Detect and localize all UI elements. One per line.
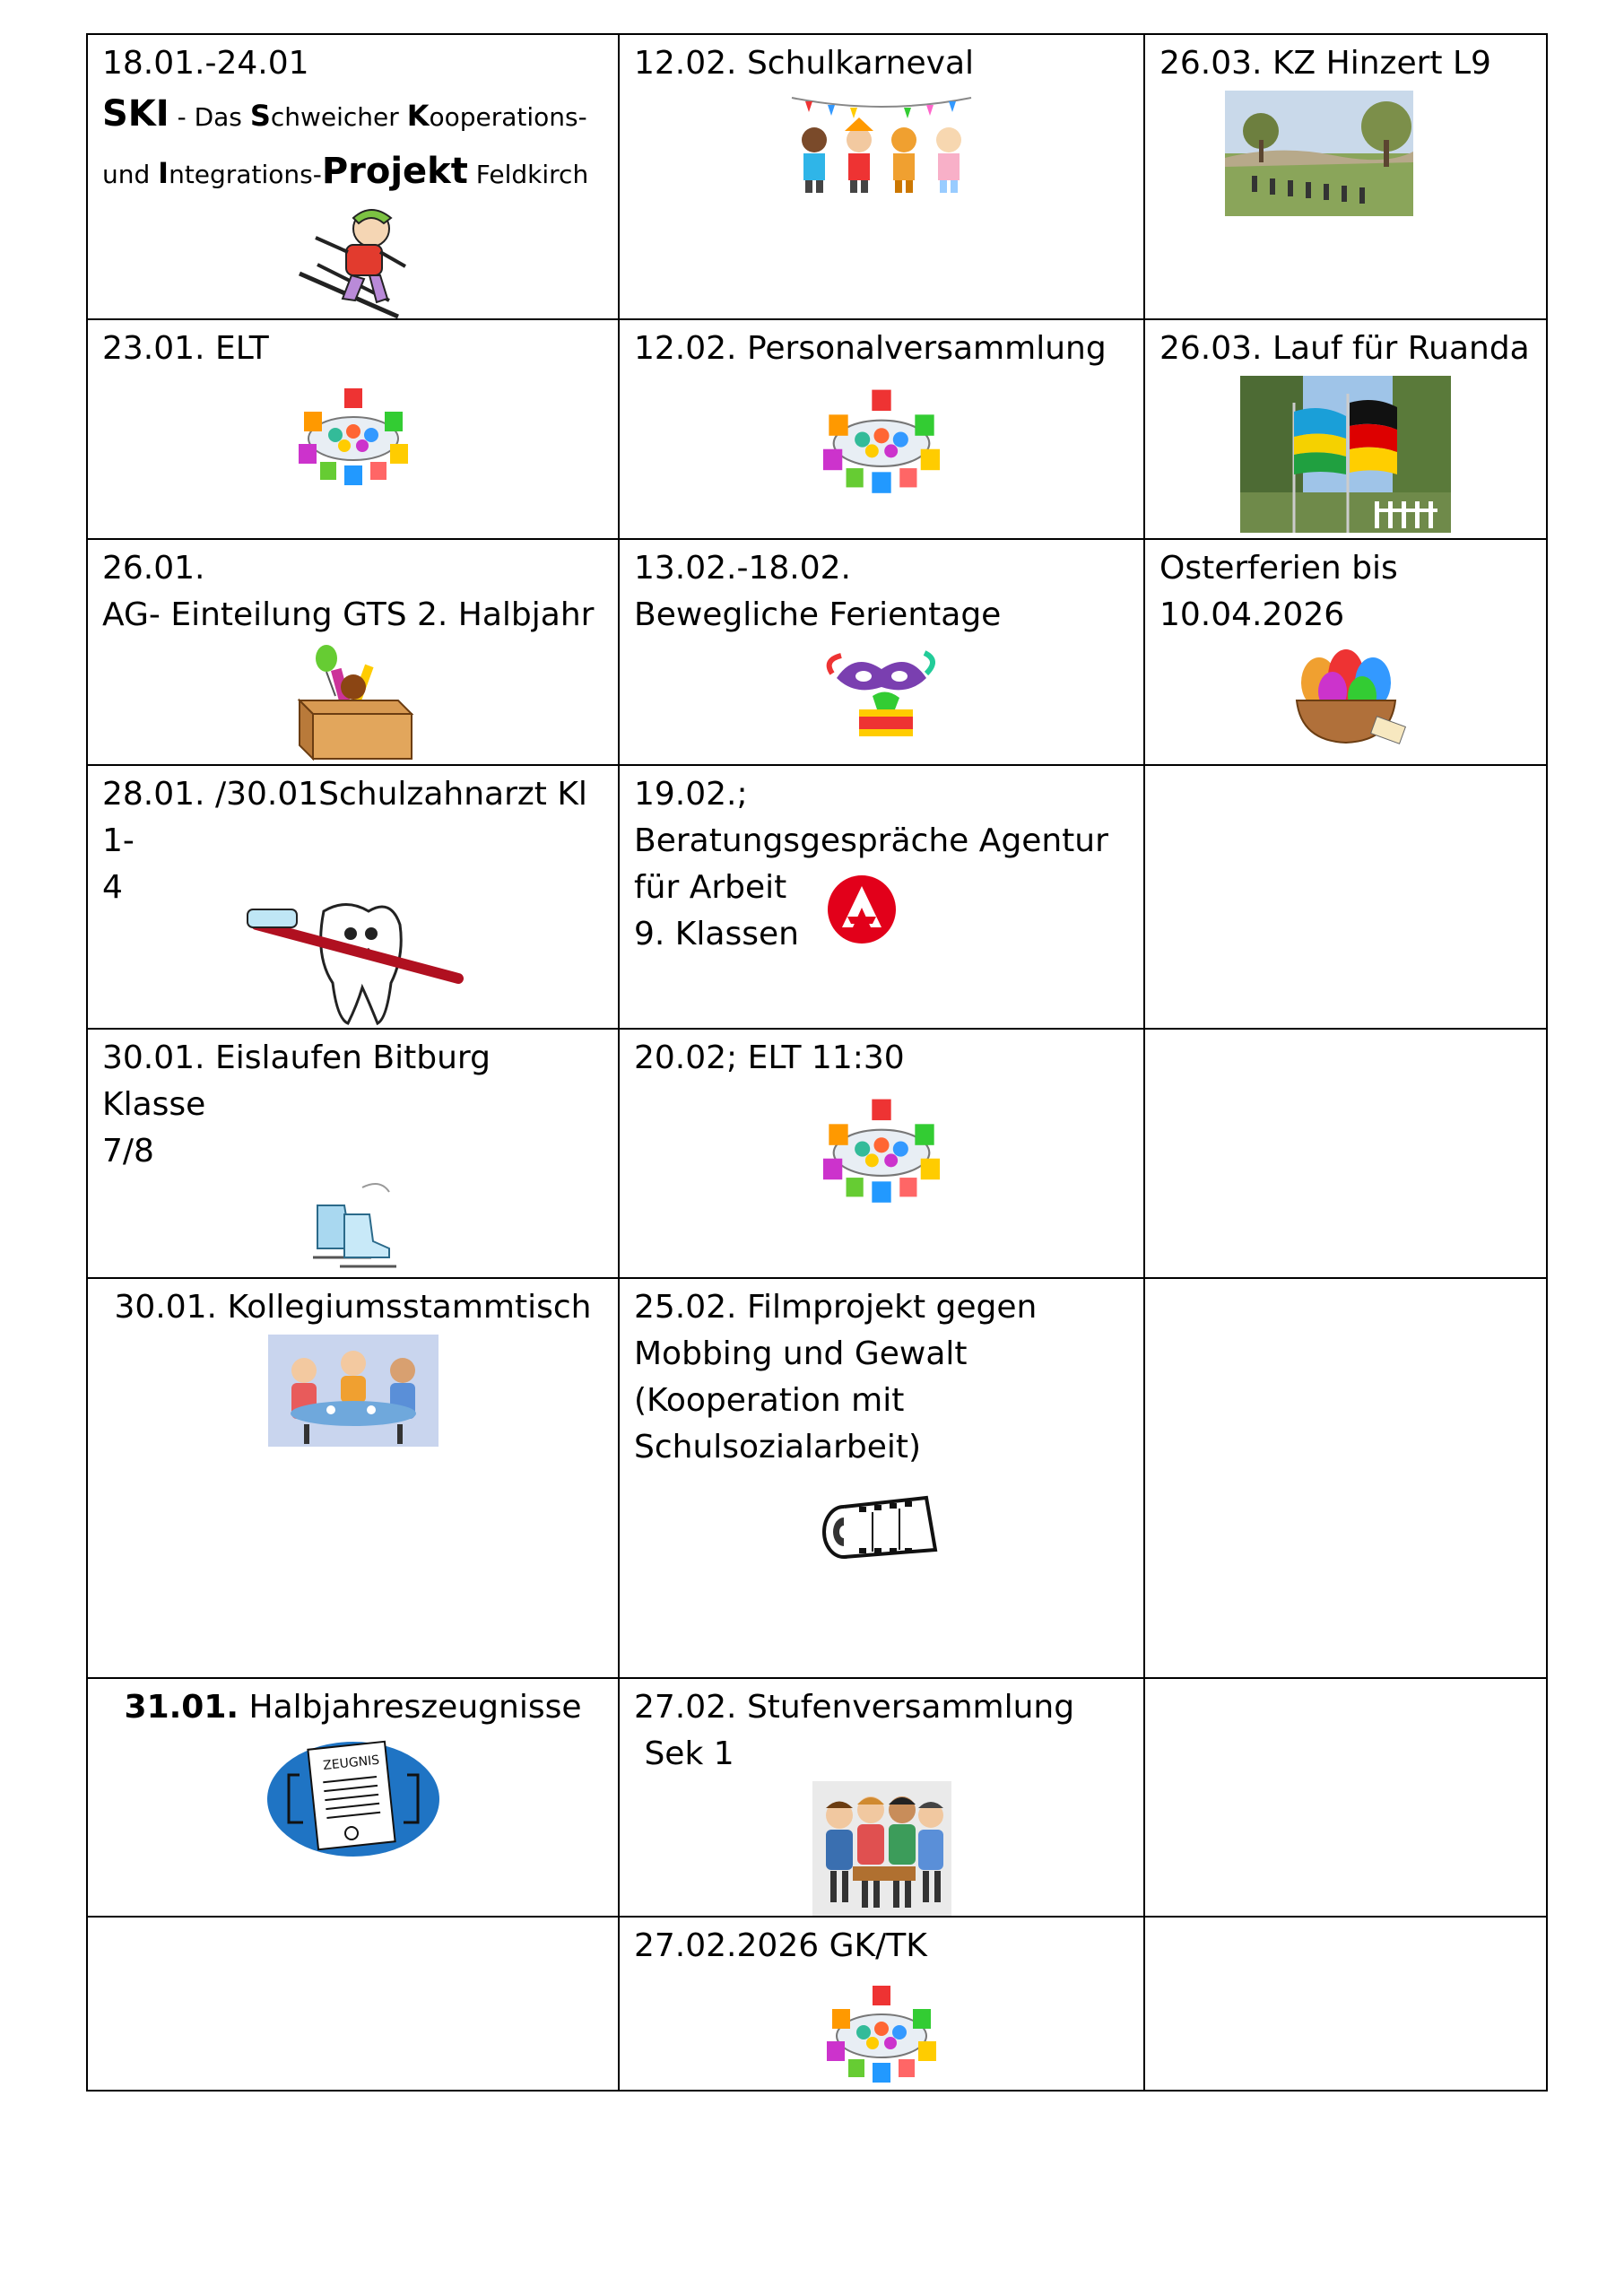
event-title: 26.03. KZ Hinzert L9 bbox=[1159, 45, 1491, 82]
event-title: 25.02. Filmprojekt gegen bbox=[634, 1289, 1038, 1326]
students-group-icon bbox=[812, 1781, 951, 1916]
event-title: 27.02.2026 GK/TK bbox=[634, 1927, 927, 1964]
event-audience: 9. Klassen bbox=[634, 916, 799, 952]
easter-eggs-icon bbox=[1283, 642, 1409, 754]
calendar-table bbox=[86, 33, 1548, 2092]
event-date: 26.01. bbox=[102, 550, 205, 587]
event-title-cont: 4 bbox=[102, 869, 123, 906]
event-audience: 7/8 bbox=[102, 1133, 154, 1170]
cell-kz-hinzert bbox=[1144, 34, 1547, 319]
table-row bbox=[87, 319, 1547, 539]
ski-subtitle: und Integrations-Projekt Feldkirch bbox=[102, 151, 589, 192]
cell-elt-1130 bbox=[619, 1029, 1144, 1278]
flags-photo bbox=[1240, 376, 1451, 533]
meeting-table-icon bbox=[810, 1085, 953, 1211]
cell-osterferien bbox=[1144, 539, 1547, 765]
event-date: 13.02.-18.02. bbox=[634, 550, 851, 587]
memorial-photo bbox=[1225, 91, 1413, 216]
event-title-cont: Mobbing und Gewalt bbox=[634, 1335, 968, 1372]
cell-kollegiumsstammtisch bbox=[87, 1278, 619, 1678]
event-title: 31.01. Halbjahreszeugnisse bbox=[124, 1689, 582, 1726]
table-row bbox=[87, 539, 1547, 765]
event-title: AG- Einteilung GTS 2. Halbjahr bbox=[102, 596, 595, 633]
cell-elt bbox=[87, 319, 619, 539]
event-title: 26.03. Lauf für Ruanda bbox=[1159, 330, 1530, 367]
table-row bbox=[87, 1029, 1547, 1278]
event-audience: Sek 1 bbox=[634, 1735, 734, 1772]
cell-empty bbox=[1144, 1917, 1547, 2091]
table-row bbox=[87, 765, 1547, 1029]
carnival-kids-icon bbox=[787, 91, 976, 198]
cell-schulkarneval bbox=[619, 34, 1144, 319]
meeting-table-icon bbox=[814, 1973, 949, 2090]
meeting-table-icon bbox=[286, 376, 421, 492]
cell-empty bbox=[1144, 1029, 1547, 1278]
table-row bbox=[87, 1278, 1547, 1678]
carnival-mask-icon bbox=[819, 642, 944, 745]
event-title: 20.02; ELT 11:30 bbox=[634, 1039, 905, 1076]
event-title: Beratungsgespräche Agentur bbox=[634, 822, 1108, 859]
event-title: 12.02. Personalversammlung bbox=[634, 330, 1107, 367]
event-title: 30.01. Eislaufen Bitburg Klasse bbox=[102, 1039, 491, 1123]
event-date: 18.01.-24.01 bbox=[102, 45, 309, 82]
ski-title: SKI - Das Schweicher Kooperations- bbox=[102, 93, 587, 135]
cell-ski bbox=[87, 34, 619, 319]
cell-beratung-agentur bbox=[619, 765, 1144, 1029]
event-title: 28.01. /30.01Schulzahnarzt Kl 1- bbox=[102, 776, 587, 859]
cell-ferientage bbox=[619, 539, 1144, 765]
table-row bbox=[87, 1678, 1547, 1917]
skier-icon bbox=[291, 202, 416, 318]
event-note-cont: Schulsozialarbeit) bbox=[634, 1429, 922, 1465]
event-date: 31.01. bbox=[124, 1689, 239, 1726]
cell-schulzahnarzt bbox=[87, 765, 619, 1029]
event-title: 27.02. Stufenversammlung bbox=[634, 1689, 1075, 1726]
table-row bbox=[87, 1917, 1547, 2091]
event-title: 12.02. Schulkarneval bbox=[634, 45, 975, 82]
tooth-toothbrush-icon bbox=[239, 893, 467, 1028]
cell-eislaufen bbox=[87, 1029, 619, 1278]
table-row bbox=[87, 34, 1547, 319]
cell-empty bbox=[1144, 1678, 1547, 1917]
cell-empty bbox=[1144, 765, 1547, 1029]
agentur-fuer-arbeit-logo bbox=[826, 874, 898, 945]
ice-skates-icon bbox=[300, 1178, 407, 1277]
event-title: Osterferien bis bbox=[1159, 550, 1398, 587]
staff-table-icon bbox=[268, 1335, 439, 1447]
cell-empty bbox=[1144, 1278, 1547, 1678]
cell-lauf-ruanda bbox=[1144, 319, 1547, 539]
report-card-icon bbox=[264, 1735, 443, 1860]
film-roll-icon bbox=[819, 1487, 944, 1572]
activity-box-icon bbox=[286, 642, 421, 763]
event-note: (Kooperation mit bbox=[634, 1382, 905, 1419]
event-title: 23.01. ELT bbox=[102, 330, 269, 367]
event-date: 19.02.; bbox=[634, 776, 748, 813]
event-title: 30.01. Kollegiumsstammtisch bbox=[114, 1289, 592, 1326]
cell-stufenversammlung bbox=[619, 1678, 1144, 1917]
cell-personalversammlung bbox=[619, 319, 1144, 539]
event-title-cont: für Arbeit bbox=[634, 869, 787, 906]
agentur-row bbox=[634, 865, 1129, 958]
cell-filmprojekt bbox=[619, 1278, 1144, 1678]
zeugnis-label: ZEUGNIS bbox=[322, 1752, 380, 1774]
event-title: Bewegliche Ferientage bbox=[634, 596, 1002, 633]
meeting-table-icon bbox=[810, 376, 953, 501]
event-date: 10.04.2026 bbox=[1159, 596, 1345, 633]
cell-gk-tk bbox=[619, 1917, 1144, 2091]
cell-halbjahreszeugnisse bbox=[87, 1678, 619, 1917]
cell-empty bbox=[87, 1917, 619, 2091]
cell-ag-einteilung bbox=[87, 539, 619, 765]
